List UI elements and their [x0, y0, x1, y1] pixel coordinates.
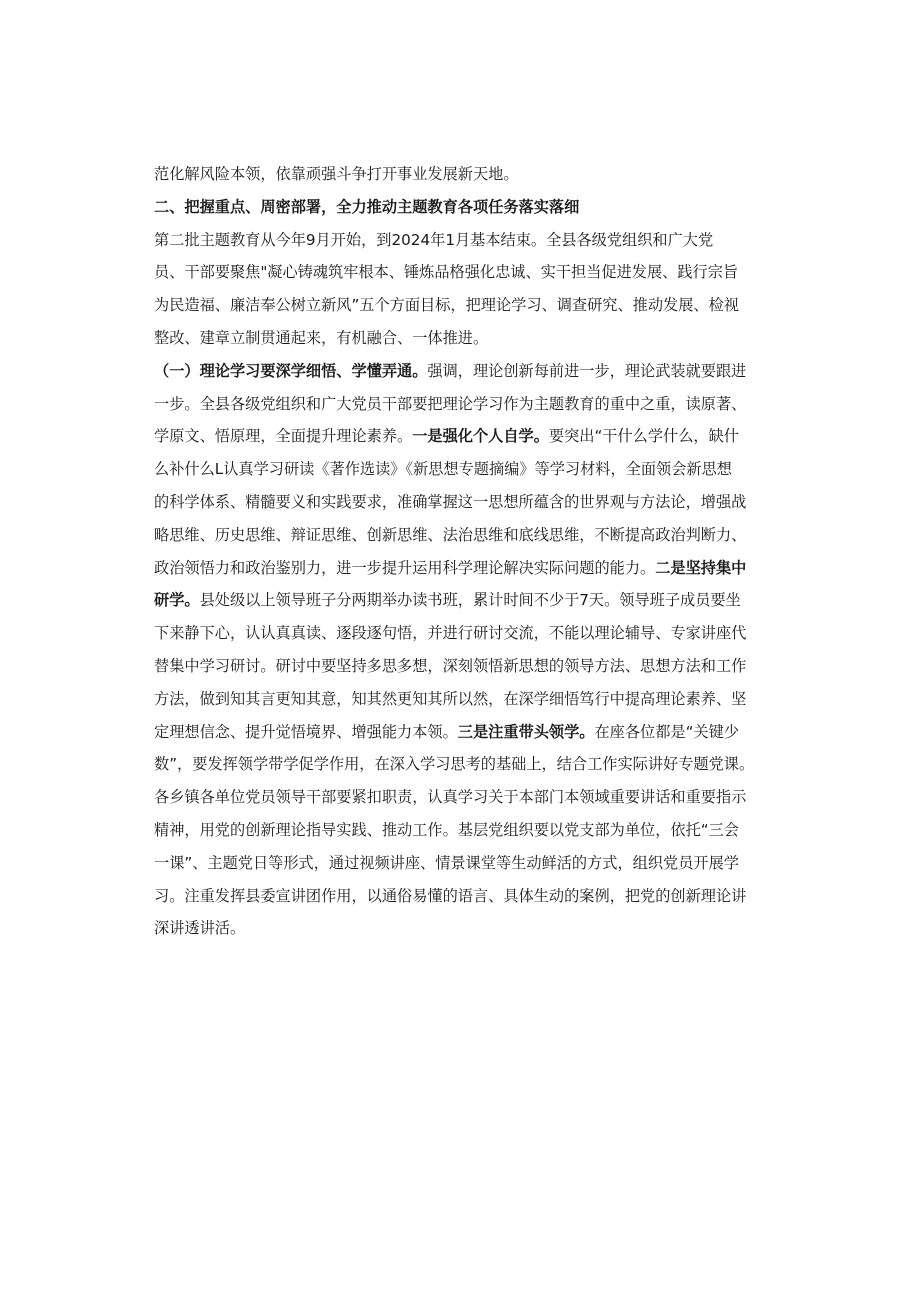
text-segment: 替集中学习研讨。研讨中要坚持多思多想，深刻领悟新思想的领导方法、思想方法和工作 [154, 656, 747, 675]
bold-text-segment: 研学。 [154, 591, 200, 610]
text-segment: 第二批主题教育从今年9月开始，到2024年1月基本结束。全县各级党组织和广大党 [154, 230, 714, 249]
text-line [154, 388, 774, 421]
text-segment: 下来静下心，认认真真读、逐段逐句悟，并进行研讨交流，不能以理论辅导、专家讲座代 [154, 624, 747, 643]
document-body [154, 158, 774, 945]
text-line [154, 486, 774, 519]
text-line [154, 519, 774, 552]
bold-text-segment: （一）理论学习要深学细悟、学懂弄通。 [154, 361, 428, 380]
text-segment: 强调，理论创新每前进一步，理论武装就要跟进 [427, 361, 747, 380]
text-segment: 略思维、历史思维、辩证思维、创新思维、法治思维和底线思维，不断提高政治判断力、 [154, 525, 747, 544]
text-line [154, 322, 774, 355]
text-line [154, 781, 774, 814]
text-segment: 范化解风险本领，依靠顽强斗争打开事业发展新天地。 [154, 165, 519, 183]
text-line [154, 912, 774, 945]
text-line [154, 584, 774, 617]
text-line [154, 552, 774, 585]
text-segment: 方法，做到知其言更知其意，知其然更知其所以然，在深学细悟笃行中提高理论素养、坚 [154, 689, 747, 708]
text-line [154, 420, 774, 453]
text-line [154, 847, 774, 880]
text-segment: 么补什么L认真学习研读《著作选读》《新思想专题摘编》等学习材料，全面领会新思想 [154, 460, 732, 479]
text-segment: 精神，用党的创新理论指导实践、推动工作。基层党组织要以党支部为单位，依托“三会 [154, 820, 739, 839]
text-line [154, 158, 774, 191]
text-line [154, 683, 774, 716]
bold-text-segment: 二、把握重点、周密部署，全力推动主题教育各项任务落实落细 [154, 197, 580, 216]
text-segment: 一步。全县各级党组织和广大党员干部要把理论学习作为主题教育的重中之重，读原著、 [154, 394, 747, 413]
text-line [154, 716, 774, 749]
text-segment: 要突出“干什么学什么，缺什 [548, 427, 739, 446]
text-segment: 在座各位都是“关键少 [594, 722, 739, 741]
text-segment: 一课”、主题党日等形式，通过视频讲座、情景课堂等生动鲜活的方式，组织党员开展学 [154, 853, 739, 872]
text-line [154, 355, 774, 388]
text-segment: 员、干部要聚焦"凝心铸魂筑牢根本、锤炼品格强化忠诚、实干担当促进发展、践行宗旨 [154, 263, 739, 282]
text-segment: 各乡镇各单位党员领导干部要紧扣职责，认真学习关于本部门本领域重要讲话和重要指示 [154, 788, 747, 807]
text-segment: 深讲透讲活。 [154, 919, 246, 938]
text-segment: 整改、建章立制贯通起来，有机融合、一体推进。 [154, 328, 489, 347]
text-segment: 习。注重发挥县委宣讲团作用，以通俗易懂的语言、具体生动的案例，把党的创新理论讲 [154, 886, 747, 905]
text-segment: 政治领悟力和政治鉴别力，进一步提升运用科学理论解决实际问题的能力。 [154, 558, 656, 577]
text-segment: 为民造福、廉洁奉公树立新风”五个方面目标，把理论学习、调查研究、推动发展、检视 [154, 296, 739, 315]
text-segment: 的科学体系、精髓要义和实践要求，准确掌握这一思想所蕴含的世界观与方法论，增强战 [154, 492, 747, 511]
text-segment: 定理想信念、提升觉悟境界、增强能力本领。 [154, 722, 458, 741]
text-line [154, 650, 774, 683]
text-segment: 数”，要发挥领学带学促学作用，在深入学习思考的基础上，结合工作实际讲好专题党课。 [154, 755, 755, 774]
text-line [154, 880, 774, 913]
bold-text-segment: 二是坚持集中 [655, 558, 747, 577]
text-line [154, 224, 774, 257]
text-line [154, 256, 774, 289]
bold-text-segment: 三是注重带头领学。 [457, 722, 595, 741]
text-segment: 学原文、悟原理，全面提升理论素养。 [154, 427, 413, 446]
bold-text-segment: 一是强化个人自学。 [412, 427, 549, 446]
text-line [154, 748, 774, 781]
text-line [154, 453, 774, 486]
text-line [154, 289, 774, 322]
text-line [154, 814, 774, 847]
text-line [154, 617, 774, 650]
text-line [154, 191, 774, 224]
text-segment: 县处级以上领导班子分两期举办读书班，累计时间不少于7天。领导班子成员要坐 [199, 591, 741, 610]
